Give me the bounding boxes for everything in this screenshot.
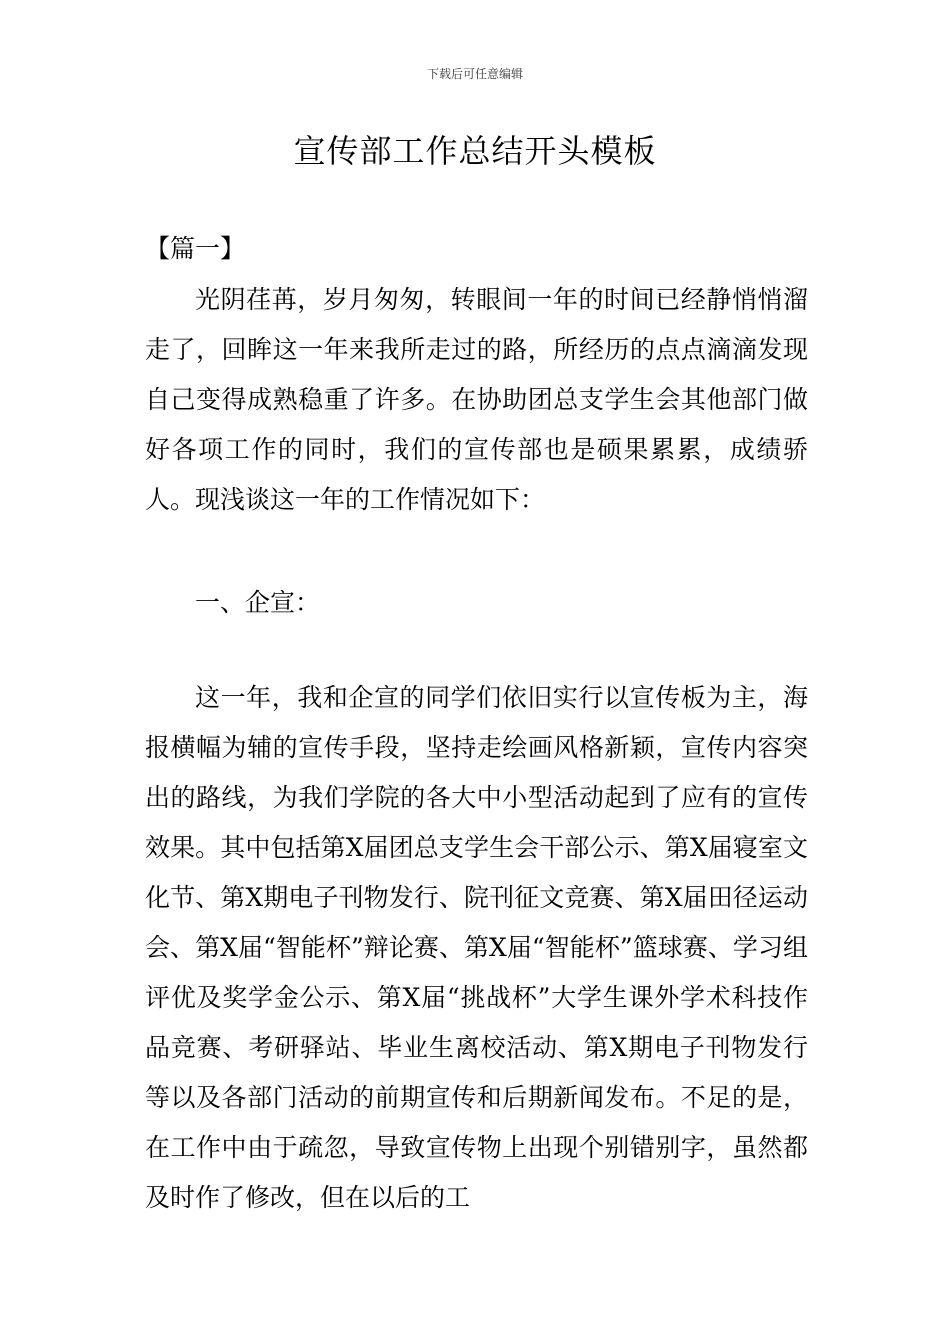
intro-paragraph: 光阴荏苒，岁月匆匆，转眼间一年的时间已经静悄悄溜走了，回眸这一年来我所走过的路，所经历的点点滴滴发现自己变得成熟稳重了许多。在协助团总支学生会其他部门做好各项工作的同时，我们的宣传部也是硕果累累，成绩骄人。现浅谈这一年的工作情况如下：	[145, 285, 808, 514]
document-title: 宣传部工作总结开头模板	[293, 132, 657, 170]
body-paragraph: 这一年，我和企宣的同学们依旧实行以宣传板为主，海报横幅为辅的宣传手段，坚持走绘画风格新颖，宣传内容突出的路线，为我们学院的各大中小型活动起到了应有的宣传效果。其中包括第X届团总支学生会干部公示、第X届寝室文化节、第X期电子刊物发行、院刊征文竞赛、第X届田径运动会、第X届“智能杯”辩论赛、第X届“智能杯”篮球赛、学习组评优及奖学金公示、第X届“挑战杯”大学生课外学术科技作品竞赛、考研驿站、毕业生离校活动、第X期电子刊物发行等以及各部门活动的前期宣传和后期新闻发布。不足的是，在工作中由于疏忽，导致宣传物上出现个别错别字，虽然都及时作了修改，但在以后的工	[145, 683, 808, 1212]
section-tag: 【篇一】	[145, 234, 246, 263]
section-heading: 一、企宣：	[195, 588, 321, 617]
header-note: 下载后可任意编辑	[426, 67, 523, 81]
